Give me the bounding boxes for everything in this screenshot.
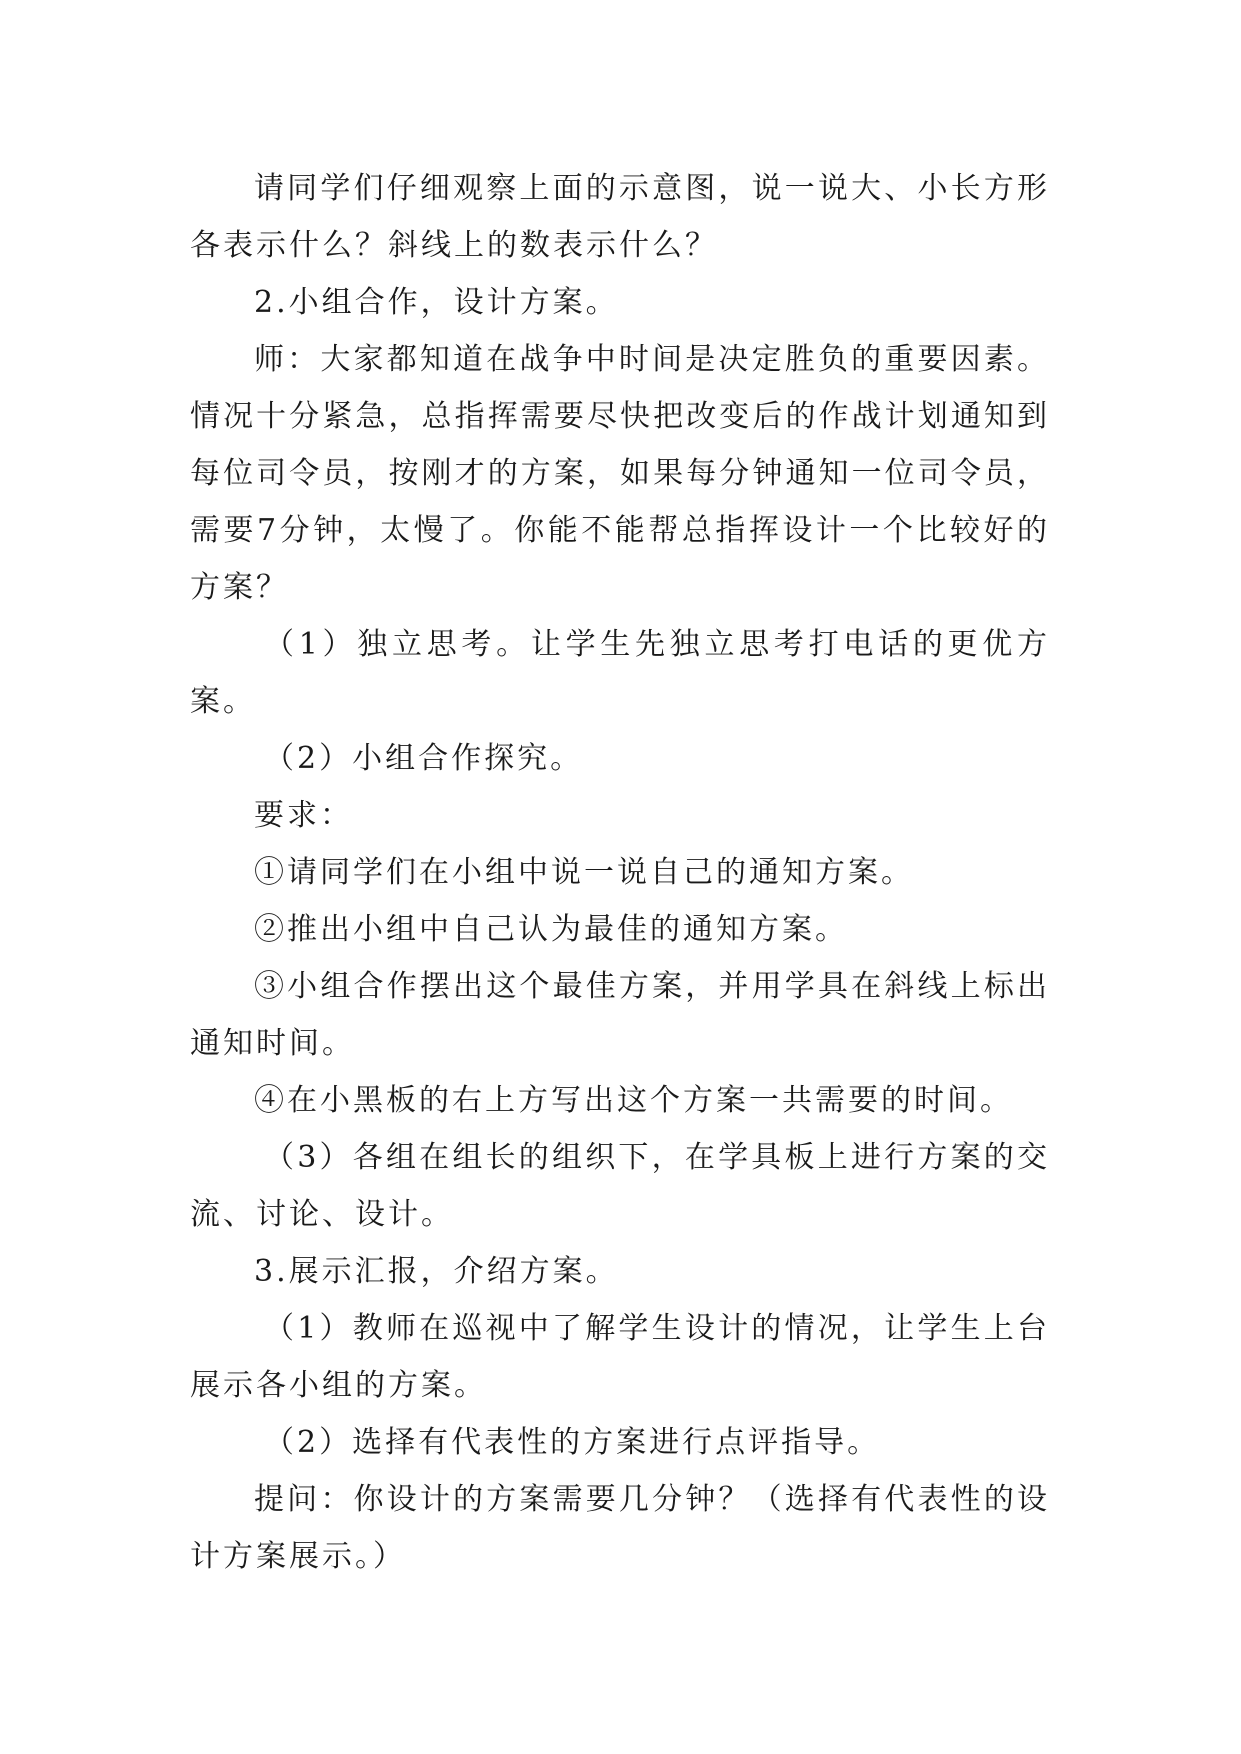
paragraph-group-exploration: （2）小组合作探究。 bbox=[264, 741, 584, 776]
paragraph-requirements-label: 要求： bbox=[254, 798, 353, 833]
paragraph-independent-thinking: （1）独立思考。让学生先独立思考打电话的更优方案。 bbox=[190, 627, 1050, 719]
paragraph-select-review: （2）选择有代表性的方案进行点评指导。 bbox=[264, 1425, 881, 1460]
paragraph-question: 提问：你设计的方案需要几分钟？（选择有代表性的设计方案展示。） bbox=[190, 1482, 1050, 1574]
paragraph-observe-diagram: 请同学们仔细观察上面的示意图，说一说大、小长方形各表示什么？斜线上的数表示什么？ bbox=[190, 171, 1050, 263]
paragraph-group-discussion: （3）各组在组长的组织下，在学具板上进行方案的交流、讨论、设计。 bbox=[190, 1140, 1050, 1232]
requirement-item-4: ④在小黑板的右上方写出这个方案一共需要的时间。 bbox=[254, 1083, 1013, 1118]
section-heading-group-design: 2.小组合作，设计方案。 bbox=[254, 285, 619, 320]
requirement-item-3: ③小组合作摆出这个最佳方案，并用学具在斜线上标出通知时间。 bbox=[190, 969, 1050, 1061]
requirement-item-2: ②推出小组中自己认为最佳的通知方案。 bbox=[254, 912, 848, 947]
paragraph-teacher-inspection: （1）教师在巡视中了解学生设计的情况，让学生上台展示各小组的方案。 bbox=[190, 1311, 1050, 1403]
document-body bbox=[190, 160, 1050, 1585]
paragraph-teacher-prompt: 师：大家都知道在战争中时间是决定胜负的重要因素。情况十分紧急，总指挥需要尽快把改变后的作战计划通知到每位司令员，按刚才的方案，如果每分钟通知一位司令员，需要7分钟，太慢了。你能不能帮总指挥设计一个比较好的方案？ bbox=[190, 342, 1050, 605]
section-heading-present-report: 3.展示汇报，介绍方案。 bbox=[254, 1254, 619, 1289]
requirement-item-1: ①请同学们在小组中说一说自己的通知方案。 bbox=[254, 855, 914, 890]
